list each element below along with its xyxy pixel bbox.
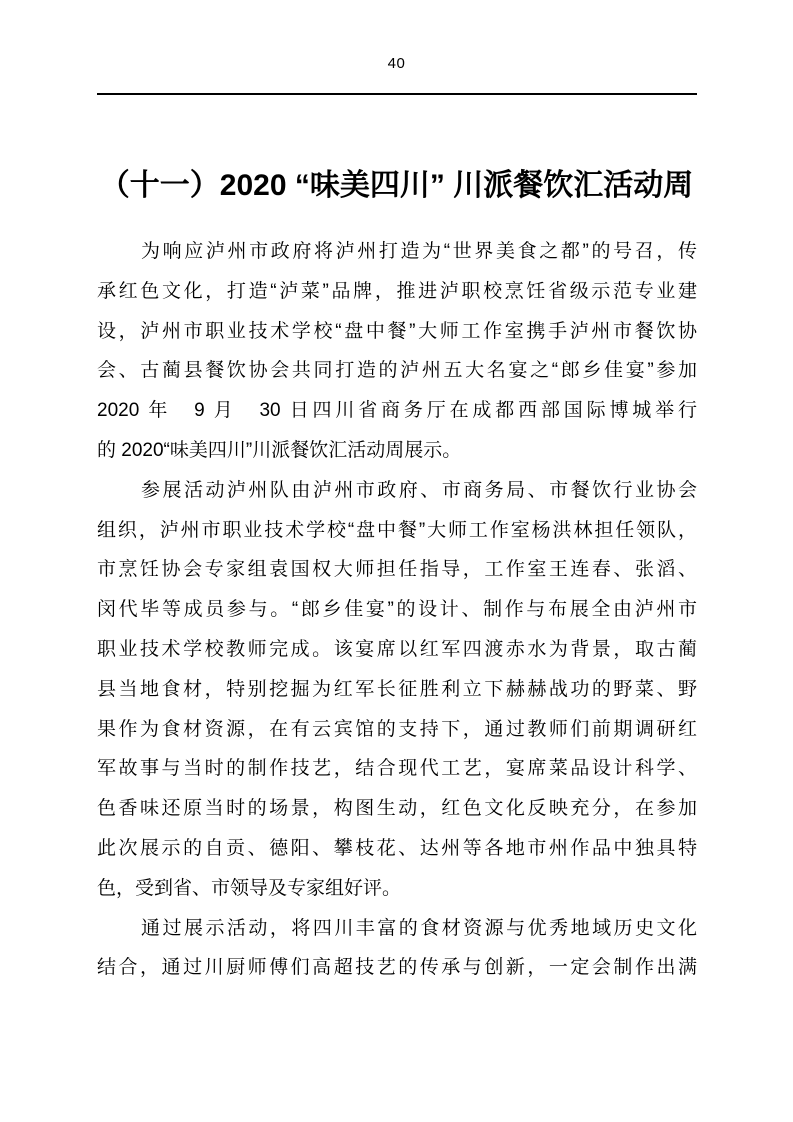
paragraph-2-line-9: 色香味还原当时的场景，构图生动，红色文化反映充分，在参加 <box>97 798 697 820</box>
paragraph-1-line-1: 为响应泸州市政府将泸州打造为“世界美食之都”的号召，传 <box>141 241 697 262</box>
paragraph-1-line-4: 会、古蔺县餐饮协会共同打造的泸州五大名宴之“郎乡佳宴”参加 <box>97 360 697 382</box>
paragraph-1-line-5: 2020 年 9 月 30 日四川省商务厅在成都西部国际博城举行 <box>97 400 697 422</box>
paragraph-2-line-4: 闵代毕等成员参与。“郎乡佳宴”的设计、制作与布展全由泸州市 <box>97 599 697 621</box>
paragraph-2-line-8: 军故事与当时的制作技艺，结合现代工艺，宴席菜品设计科学、 <box>97 758 697 780</box>
paragraph-2-line-6: 县当地食材，特别挖掘为红军长征胜利立下赫赫战功的野菜、野 <box>97 678 697 700</box>
paragraph-1-line-2: 承红色文化，打造“泸菜”品牌，推进泸职校烹饪省级示范专业建 <box>97 280 697 302</box>
paragraph-3-line-1: 通过展示活动，将四川丰富的食材资源与优秀地域历史文化 <box>141 917 697 939</box>
paragraph-2-line-3: 市烹饪协会专家组袁国权大师担任指导，工作室王连春、张滔、 <box>97 559 697 581</box>
paragraph-2-line-5: 职业技术学校教师完成。该宴席以红军四渡赤水为背景，取古蔺 <box>97 638 697 660</box>
page-number: 40 <box>387 55 406 72</box>
paragraph-3-line-2: 结合，通过川厨师傅们高超技艺的传承与创新，一定会制作出满 <box>97 957 697 979</box>
paragraph-1-line-6: 的 2020“味美四川”川派餐饮汇活动周展示。 <box>97 439 462 461</box>
paragraph-2-line-10: 此次展示的自贡、德阳、攀枝花、达州等各地市州作品中独具特 <box>97 837 697 859</box>
document-body <box>97 232 697 988</box>
page-title: （十一）2020 “味美四川” 川派餐饮汇活动周 <box>99 169 694 202</box>
paragraph-2-line-11: 色，受到省、市领导及专家组好评。 <box>97 877 402 899</box>
paragraph-2-line-1: 参展活动泸州队由泸州市政府、市商务局、市餐饮行业协会 <box>141 479 697 501</box>
paragraph-1-line-3: 设，泸州市职业技术学校“盘中餐”大师工作室携手泸州市餐饮协 <box>97 320 697 342</box>
header-rule <box>97 93 697 95</box>
paragraph-2-line-7: 果作为食材资源，在有云宾馆的支持下，通过教师们前期调研红 <box>97 718 697 740</box>
paragraph-2-line-2: 组织，泸州市职业技术学校“盘中餐”大师工作室杨洪林担任领队， <box>97 519 697 541</box>
